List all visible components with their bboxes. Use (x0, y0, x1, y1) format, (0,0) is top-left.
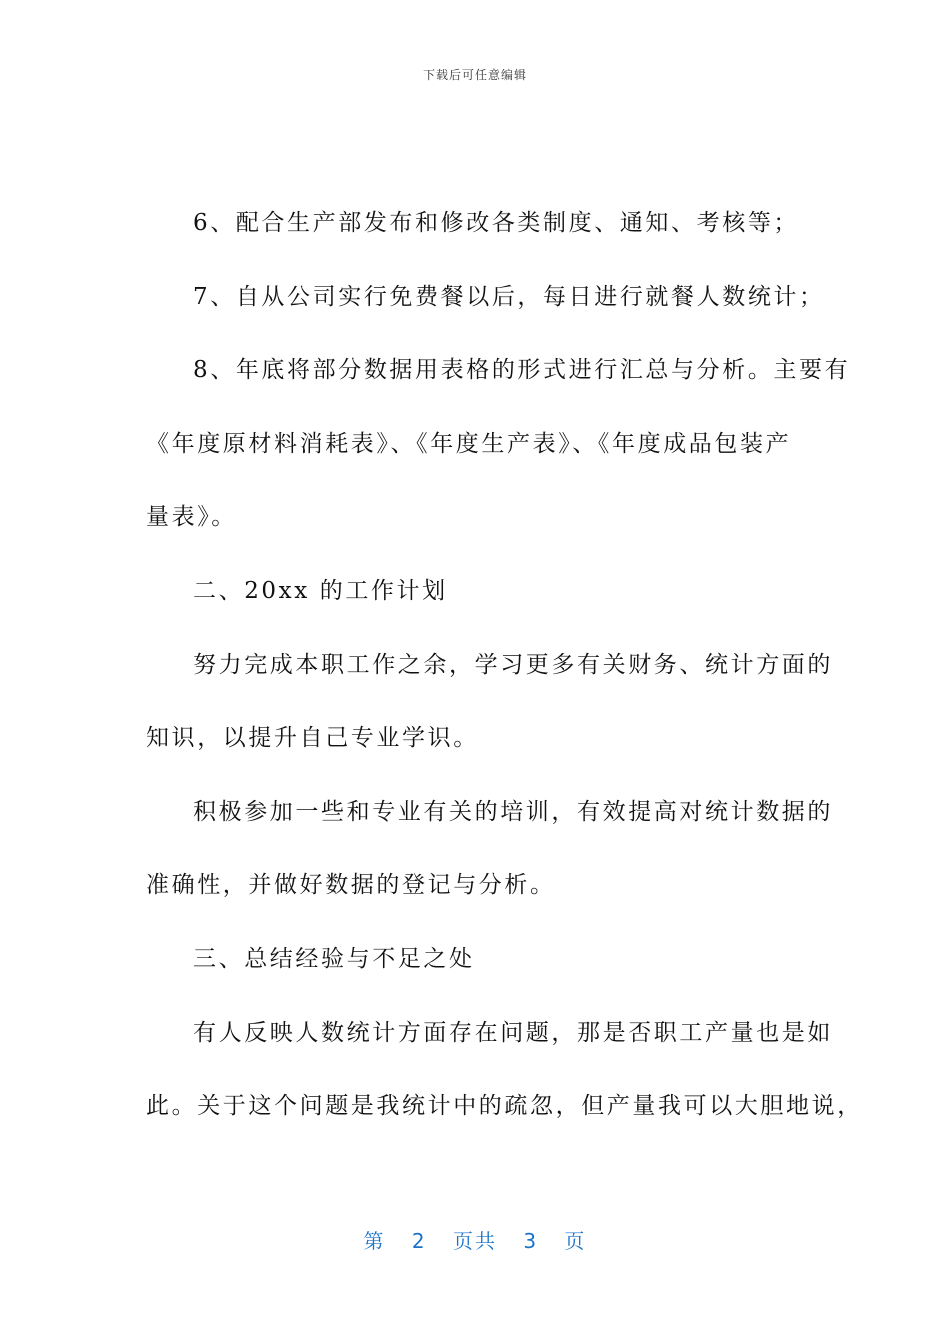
section-heading-summary: 三、总结经验与不足之处 (193, 945, 475, 972)
section-heading-work-plan: 二、20xx 的工作计划 (193, 577, 448, 604)
page-number-footer: 第 2 页共 3 页 (363, 1229, 587, 1253)
list-item-7: 7、自从公司实行免费餐以后，每日进行就餐人数统计； (193, 283, 825, 310)
paragraph: 努力完成本职工作之余，学习更多有关财务、统计方面的 (193, 651, 833, 678)
paragraph-continuation: 此。关于这个问题是我统计中的疏忽，但产量我可以大胆地说， (146, 1093, 863, 1120)
list-item-8: 8、年底将部分数据用表格的形式进行汇总与分析。主要有 (193, 357, 851, 384)
list-item-6: 6、配合生产部发布和修改各类制度、通知、考核等； (193, 210, 800, 236)
list-item-8-continuation: 量表》。 (146, 504, 237, 531)
page-header: 下载后可任意编辑 (422, 68, 527, 82)
paragraph-continuation: 准确性，并做好数据的登记与分析。 (146, 872, 556, 899)
document-body (146, 200, 863, 1157)
paragraph: 有人反映人数统计方面存在问题，那是否职工产量也是如 (193, 1019, 833, 1046)
paragraph: 积极参加一些和专业有关的培训，有效提高对统计数据的 (193, 798, 833, 825)
paragraph-continuation: 知识，以提升自己专业学识。 (146, 725, 479, 752)
list-item-8-continuation: 《年度原材料消耗表》、《年度生产表》、《年度成品包装产 (146, 430, 792, 457)
